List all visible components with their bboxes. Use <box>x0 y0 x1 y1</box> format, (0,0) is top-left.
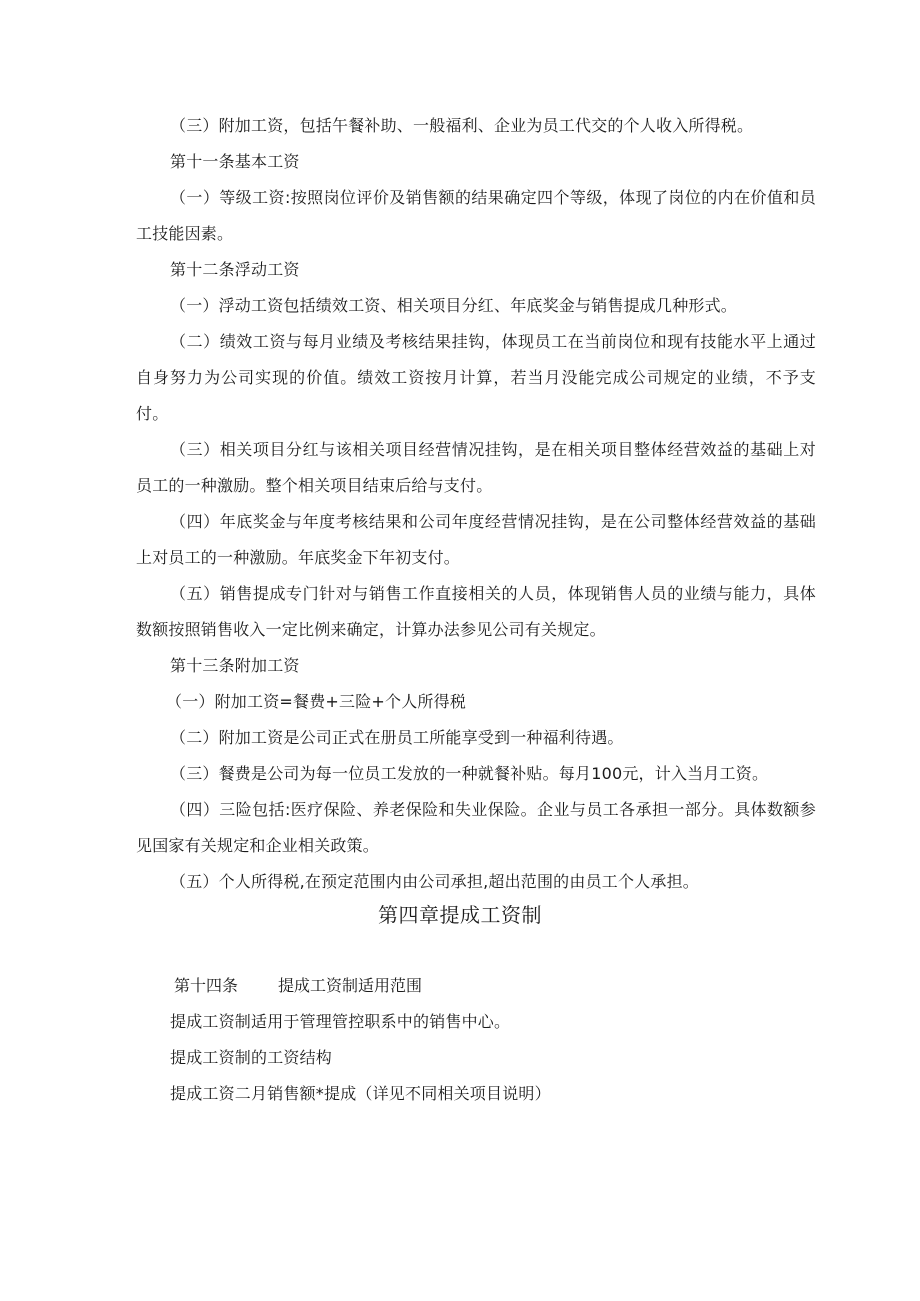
paragraph-three-insurances: （四）三险包括:医疗保险、养老保险和失业保险。企业与员工各承担一部分。具体数额参见国家有关规定和企业相关政策。 <box>136 800 816 855</box>
article-12-heading: 第十二条浮动工资 <box>170 260 300 279</box>
paragraph-additional-wage-3: （三）附加工资，包括午餐补助、一般福利、企业为员工代交的个人收入所得税。 <box>170 116 754 135</box>
paragraph-project-dividend: （三）相关项目分红与该相关项目经营情况挂钩，是在相关项目整体经营效益的基础上对员工的一种激励。整个相关项目结束后给与支付。 <box>136 440 816 495</box>
paragraph-additional-formula: （一）附加工资=餐费+三险+个人所得税 <box>166 692 467 711</box>
paragraph-year-end-bonus: （四）年底奖金与年度考核结果和公司年度经营情况挂钩，是在公司整体经营效益的基础上对员工的一种激励。年底奖金下年初支付。 <box>136 512 816 567</box>
paragraph-commission-structure: 提成工资制的工资结构 <box>170 1048 333 1067</box>
article-13-heading: 第十三条附加工资 <box>170 656 300 675</box>
article-14-heading <box>174 968 422 1004</box>
article-11-heading: 第十一条基本工资 <box>170 152 300 171</box>
article-14-number: 第十四条 <box>174 976 239 995</box>
article-14-title: 提成工资制适用范围 <box>278 976 423 995</box>
paragraph-performance-wage: （二）绩效工资与每月业绩及考核结果挂钩，体现员工在当前岗位和现有技能水平上通过自身努力为公司实现的价值。绩效工资按月计算，若当月没能完成公司规定的业绩，不予支付。 <box>136 332 816 423</box>
paragraph-income-tax: （五）个人所得税,在预定范围内由公司承担,超出范围的由员工个人承担。 <box>170 872 699 891</box>
paragraph-floating-wage-1: （一）浮动工资包括绩效工资、相关项目分红、年底奖金与销售提成几种形式。 <box>170 296 738 315</box>
paragraph-meal-allowance: （三）餐费是公司为每一位员工发放的一种就餐补贴。每月100元，计入当月工资。 <box>170 764 769 783</box>
paragraph-grade-wage: （一）等级工资:按照岗位评价及销售额的结果确定四个等级，体现了岗位的内在价值和员工技能因素。 <box>136 188 816 243</box>
paragraph-commission-formula: 提成工资二月销售额*提成（详见不同相关项目说明） <box>170 1084 551 1103</box>
chapter-title: 第四章提成工资制 <box>378 903 542 927</box>
paragraph-welfare: （二）附加工资是公司正式在册员工所能享受到一种福利待遇。 <box>170 728 624 747</box>
paragraph-sales-commission: （五）销售提成专门针对与销售工作直接相关的人员，体现销售人员的业绩与能力，具体数额按照销售收入一定比例来确定，计算办法参见公司有关规定。 <box>136 584 816 639</box>
paragraph-commission-scope: 提成工资制适用于管理管控职系中的销售中心。 <box>170 1012 511 1031</box>
